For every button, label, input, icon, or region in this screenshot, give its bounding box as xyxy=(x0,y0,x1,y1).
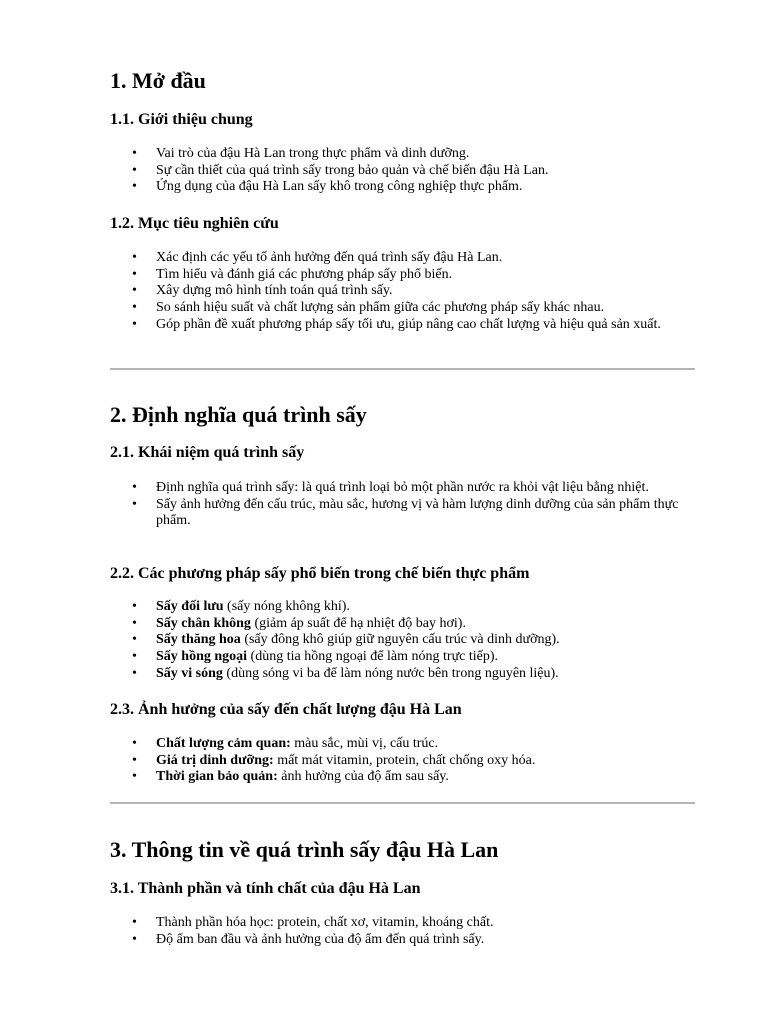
list-item: • Giá trị dinh dưỡng: mất mát vitamin, protein, chất chống oxy hóa. xyxy=(110,753,695,770)
list-item: • So sánh hiệu suất và chất lượng sản phẩm giữa các phương pháp sấy khác nhau. xyxy=(110,300,695,317)
bullet-list xyxy=(110,736,695,786)
section-divider xyxy=(110,368,695,370)
list-item: • Thành phần hóa học: protein, chất xơ, vitamin, khoáng chất. xyxy=(110,915,695,932)
list-item: • Góp phần đề xuất phương pháp sấy tối ưu, giúp nâng cao chất lượng và hiệu quả sản xuất. xyxy=(110,317,695,334)
subsection-heading: 2.1. Khái niệm quá trình sấy xyxy=(110,444,305,461)
list-item: • Sấy vi sóng (dùng sóng vi ba để làm nóng nước bên trong nguyên liệu). xyxy=(110,666,695,683)
section-heading: 3. Thông tin về quá trình sấy đậu Hà Lan xyxy=(110,837,499,862)
subsection-heading: 1.1. Giới thiệu chung xyxy=(110,111,253,128)
list-item: • Sấy hồng ngoại (dùng tia hồng ngoại để làm nóng trực tiếp). xyxy=(110,649,695,666)
subsection-heading: 1.2. Mục tiêu nghiên cứu xyxy=(110,215,279,232)
list-item: • Độ ẩm ban đầu và ảnh hưởng của độ ẩm đến quá trình sấy. xyxy=(110,932,695,949)
subsection-heading: 2.3. Ảnh hưởng của sấy đến chất lượng đậu Hà Lan xyxy=(110,701,462,718)
subsection-heading: 2.2. Các phương pháp sấy phổ biến trong chế biến thực phẩm xyxy=(110,565,530,582)
section-heading: 1. Mở đầu xyxy=(110,68,206,93)
bullet-list xyxy=(110,250,695,334)
bullet-list xyxy=(110,480,695,530)
list-item: • Định nghĩa quá trình sấy: là quá trình loại bỏ một phần nước ra khỏi vật liệu bằng nhiệt. xyxy=(110,480,695,497)
list-item: • Sấy chân không (giảm áp suất để hạ nhiệt độ bay hơi). xyxy=(110,616,695,633)
list-item: • Chất lượng cảm quan: màu sắc, mùi vị, cấu trúc. xyxy=(110,736,695,753)
list-item: • Xây dựng mô hình tính toán quá trình sấy. xyxy=(110,283,695,300)
section-divider xyxy=(110,802,695,804)
list-item: • Sấy ảnh hưởng đến cấu trúc, màu sắc, hương vị và hàm lượng dinh dưỡng của sản phẩm thực phẩm. xyxy=(110,497,695,530)
list-item: • Thời gian bảo quản: ảnh hưởng của độ ẩm sau sấy. xyxy=(110,769,695,786)
list-item: • Sự cần thiết của quá trình sấy trong bảo quản và chế biến đậu Hà Lan. xyxy=(110,163,695,180)
list-item: • Tìm hiểu và đánh giá các phương pháp sấy phổ biến. xyxy=(110,267,695,284)
list-item: • Ứng dụng của đậu Hà Lan sấy khô trong công nghiệp thực phẩm. xyxy=(110,179,695,196)
list-item: • Vai trò của đậu Hà Lan trong thực phẩm và dinh dưỡng. xyxy=(110,146,695,163)
bullet-list xyxy=(110,915,695,948)
bullet-list xyxy=(110,599,695,683)
subsection-heading: 3.1. Thành phần và tính chất của đậu Hà Lan xyxy=(110,880,421,897)
section-heading: 2. Định nghĩa quá trình sấy xyxy=(110,402,367,427)
list-item: • Sấy đối lưu (sấy nóng không khí). xyxy=(110,599,695,616)
list-item: • Sấy thăng hoa (sấy đông khô giúp giữ nguyên cấu trúc và dinh dưỡng). xyxy=(110,632,695,649)
bullet-list xyxy=(110,146,695,196)
list-item: • Xác định các yếu tố ảnh hưởng đến quá trình sấy đậu Hà Lan. xyxy=(110,250,695,267)
